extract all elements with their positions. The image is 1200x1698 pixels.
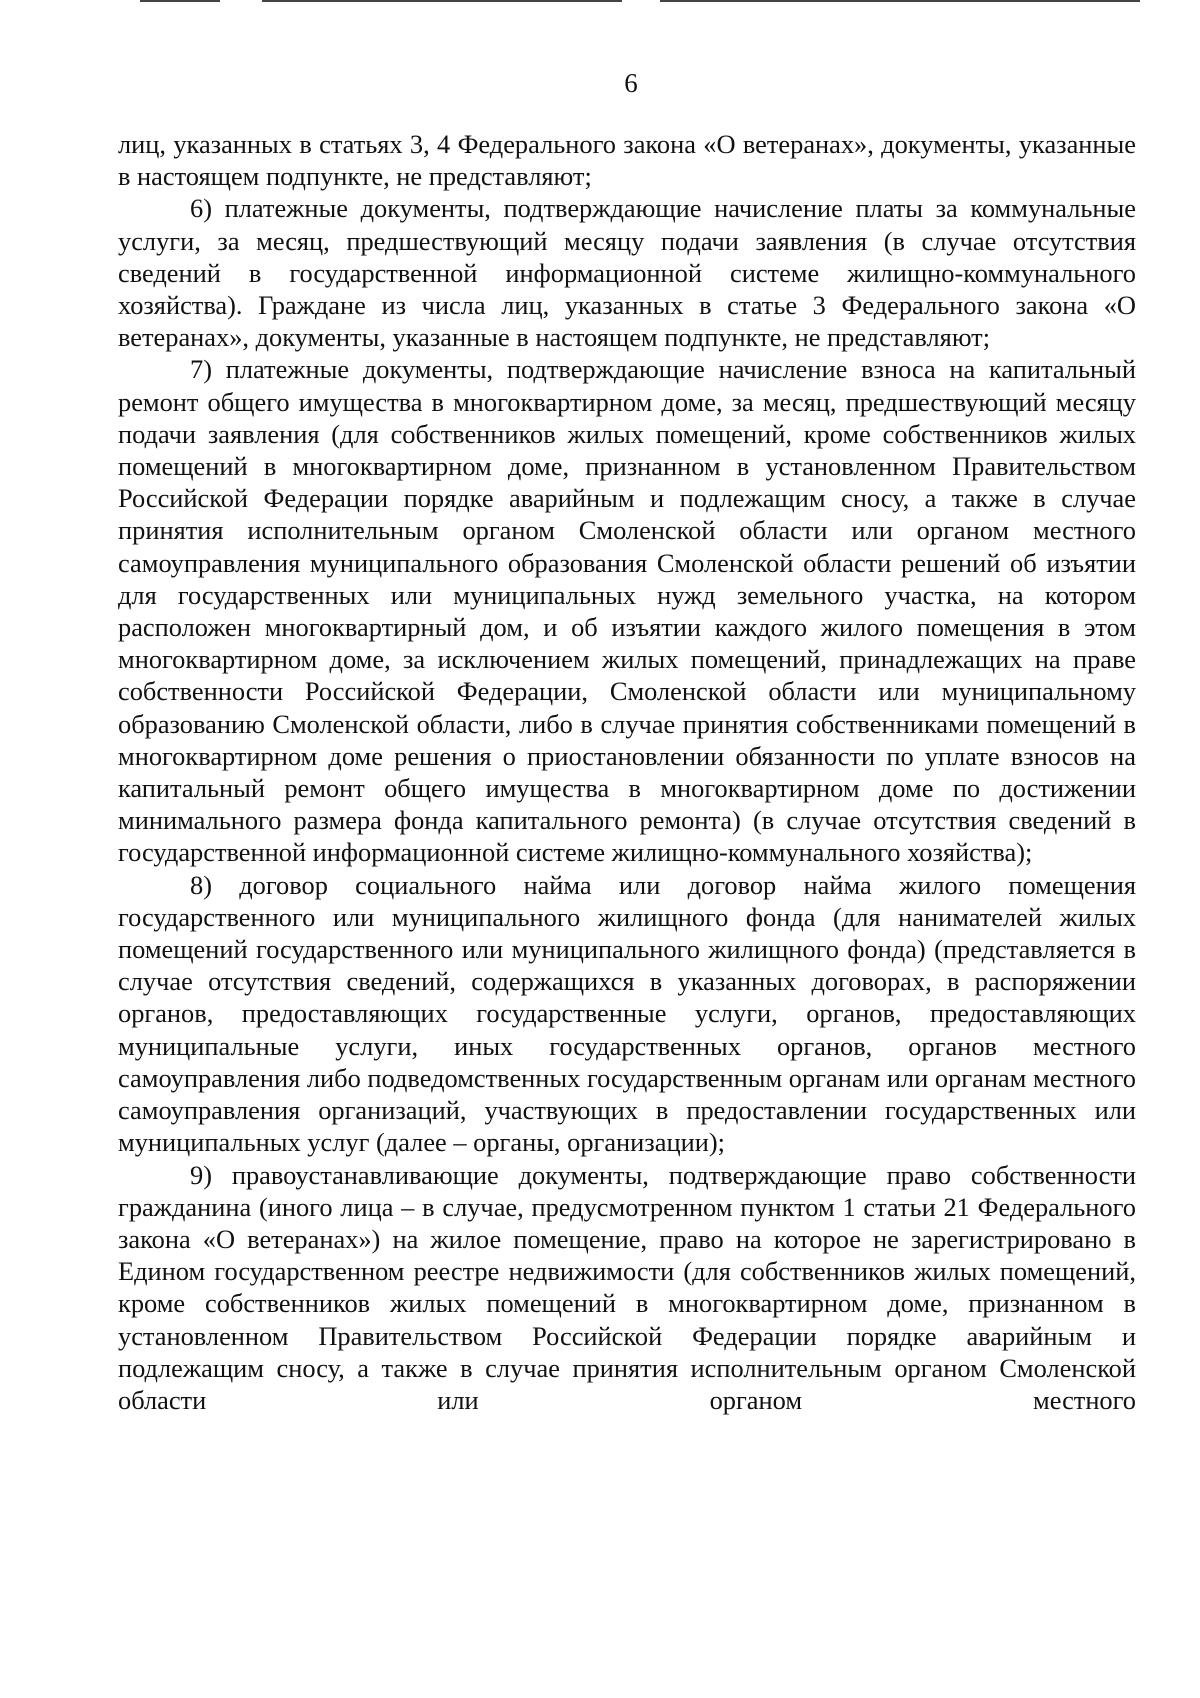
paragraph-item-7: 7) платежные документы, подтверждающие начисление взноса на капитальный ремонт общего имущества в многоквартирном доме, за месяц, предшествующий месяцу подачи заявления (для собственников жилых помещений, кроме собственников жилых помещений в многоквартирном доме, признанном в установленном Правительством Российской Федерации порядке аварийным и подлежащим сносу, а также в случае принятия исполнительным органом Смоленской области или органом местного самоуправления муниципального образования Смоленской области решений об изъятии для государственных или муниципальных нужд земельного участка, на котором расположен многоквартирный дом, и об изъятии каждого жилого помещения в этом многоквартирном доме, за исключением жилых помещений, принадлежащих на праве собственности Российской Федерации, Смоленской области или муниципальному образованию Смоленской области, либо в случае принятия собственниками помещений в многоквартирном доме решения о приостановлении обязанности по уплате взносов на капитальный ремонт общего имущества в многоквартирном доме по достижении минимального размера фонда капитального ремонта) (в случае отсутствия сведений в государственной информационной системе жилищно-коммунального хозяйства);: [118, 354, 1136, 868]
paragraph-item-6: 6) платежные документы, подтверждающие начисление платы за коммунальные услуги, за месяц, предшествующий месяцу подачи заявления (в случае отсутствия сведений в государственной информационной системе жилищно-коммунального хозяйства). Граждане из числа лиц, указанных в статье 3 Федерального закона «О ветеранах», документы, указанные в настоящем подпункте, не представляют;: [118, 193, 1136, 353]
scan-line-3: [660, 0, 1140, 2]
scan-line-2: [262, 0, 622, 2]
paragraph-item-8: 8) договор социального найма или договор найма жилого помещения государственного или муниципального жилищного фонда (для нанимателей жилых помещений государственного или муниципального жилищного фонда) (представляется в случае отсутствия сведений, содержащихся в указанных договорах, в распоряжении органов, предоставляющих государственные услуги, органов, предоставляющих муниципальные услуги, иных государственных органов, органов местного самоуправления либо подведомственных государственным органам или органам местного самоуправления организаций, участвующих в предоставлении государственных или муниципальных услуг (далее – органы, организации);: [118, 869, 1136, 1158]
paragraph-item-9: 9) правоустанавливающие документы, подтверждающие право собственности гражданина (иного лица – в случае, предусмотренном пунктом 1 статьи 21 Федерального закона «О ветеранах») на жилое помещение, право на которое не зарегистрировано в Едином государственном реестре недвижимости (для собственников жилых помещений, кроме собственников жилых помещений в многоквартирном доме, признанном в установленном Правительством Российской Федерации порядке аварийным и подлежащим сносу, а также в случае принятия исполнительным органом Смоленской области или органом местного: [118, 1159, 1136, 1415]
page-number: 6: [624, 68, 638, 98]
paragraph-continuation: лиц, указанных в статьях 3, 4 Федерального закона «О ветеранах», документы, указанные в настоящем подпункте, не представляют;: [118, 129, 1136, 192]
document-body: [118, 128, 1136, 1416]
scan-line-1: [140, 0, 220, 2]
